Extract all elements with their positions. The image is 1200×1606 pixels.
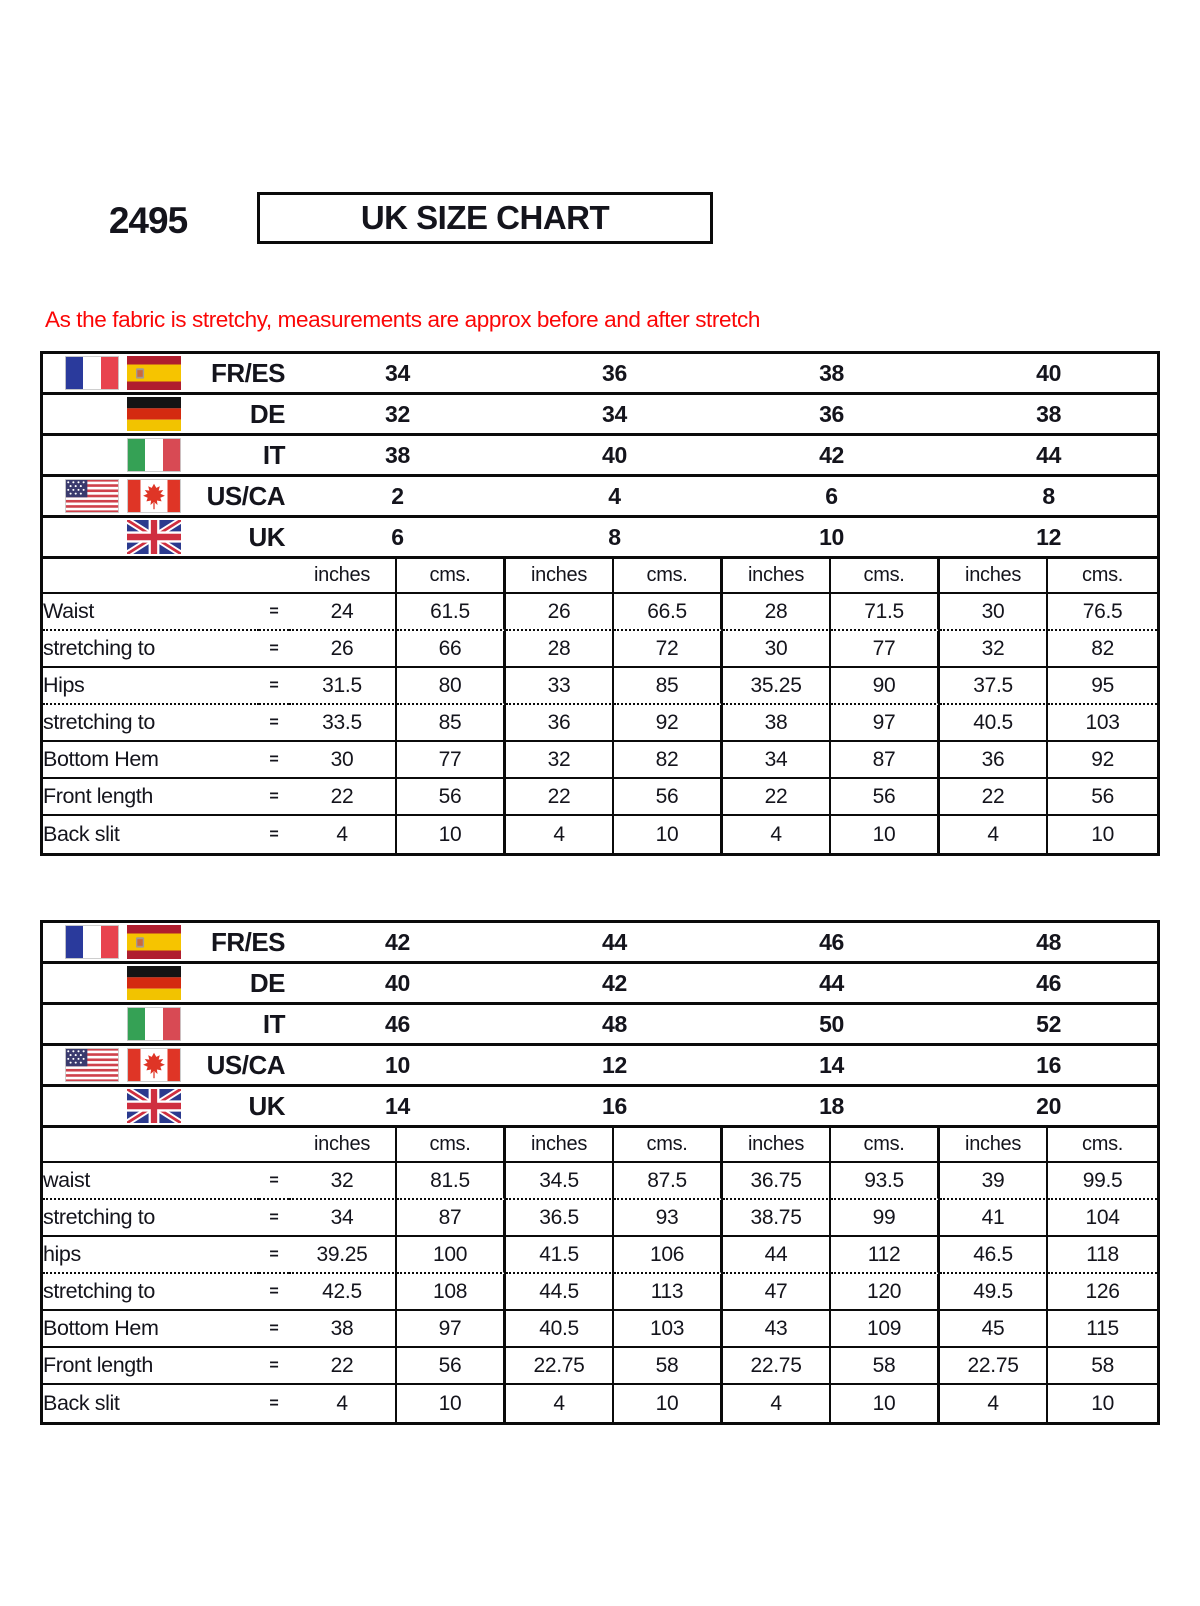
unit-header-inches: inches: [289, 1128, 397, 1163]
style-code: 2495: [108, 200, 188, 241]
size-row-us-ca: [43, 477, 1157, 518]
unit-header-cms: cms.: [614, 559, 723, 594]
measure-value-cell: 37.5: [940, 668, 1048, 705]
size-value-cell: 6: [289, 518, 506, 559]
measure-value-cell: 22: [940, 779, 1048, 816]
measure-value-cell: 45: [940, 1311, 1048, 1348]
units-empty-eq-cell: [259, 1128, 289, 1163]
size-value-cell: 48: [506, 1005, 723, 1046]
size-table-uk-sizes-14-20: [40, 920, 1160, 1425]
measure-value-cell: 10: [831, 1385, 940, 1422]
size-value-cell: 36: [506, 354, 723, 395]
measure-value-cell: 99.5: [1048, 1163, 1157, 1200]
spain-flag-icon: [127, 925, 181, 959]
measure-value-cell: 10: [397, 816, 506, 853]
equals-sign-cell: =: [259, 1237, 289, 1274]
measure-value-cell: 42.5: [289, 1274, 397, 1311]
measure-value-cell: 109: [831, 1311, 940, 1348]
measure-value-cell: 4: [723, 816, 831, 853]
equals-sign-cell: =: [269, 1394, 279, 1412]
measure-value-cell: 26: [289, 631, 397, 668]
measure-value-cell: 92: [1048, 742, 1157, 779]
size-value-cell: 44: [940, 436, 1157, 477]
flag-row: [43, 1048, 289, 1082]
size-value-cell: 14: [289, 1087, 506, 1128]
flag-row: [43, 966, 289, 1000]
size-value-cell: 50: [723, 1005, 940, 1046]
measure-label-cell: stretching to: [43, 631, 259, 668]
unit-header-cms: cms.: [831, 559, 940, 594]
size-value-cell: 42: [289, 923, 506, 964]
size-value-cell: 46: [940, 964, 1157, 1005]
measure-label-cell: stretching to: [43, 1274, 259, 1311]
region-label: IT: [262, 439, 286, 470]
measure-value-cell: 36.75: [723, 1163, 831, 1200]
equals-sign-cell: =: [269, 825, 279, 843]
measure-value-cell: 40.5: [506, 1311, 614, 1348]
measure-value-cell: 35.25: [723, 668, 831, 705]
equals-sign-cell: =: [259, 1274, 289, 1311]
size-value-cell: 18: [723, 1087, 940, 1128]
measure-value-cell: 32: [289, 1163, 397, 1200]
measure-value-cell: 81.5: [397, 1163, 506, 1200]
measure-value-cell: 22: [289, 779, 397, 816]
measure-value-cell: 58: [831, 1348, 940, 1385]
measure-value-cell: 44.5: [506, 1274, 614, 1311]
measure-label-cell: Front length: [43, 779, 259, 816]
region-label: FR/ES: [210, 926, 286, 957]
measure-value-cell: 31.5: [289, 668, 397, 705]
measure-value-cell: 22: [723, 779, 831, 816]
measure-row-stretching-to: [43, 705, 1157, 742]
measure-label-cell: Waist: [43, 594, 259, 631]
measure-value-cell: 22.75: [723, 1348, 831, 1385]
flag-row: [43, 397, 289, 431]
equals-sign-cell: =: [259, 742, 289, 779]
measure-value-cell: 28: [723, 594, 831, 631]
size-value-cell: 36: [723, 395, 940, 436]
measure-value-cell: 4: [940, 816, 1048, 853]
region-label: FR/ES: [210, 357, 286, 388]
measure-value-cell: 10: [1091, 822, 1114, 846]
stretch-note: As the fabric is stretchy, measurements are approx before and after stretch: [45, 306, 760, 332]
size-value-cell: 34: [289, 354, 506, 395]
size-row-uk: [43, 1087, 1157, 1128]
measure-value-cell: 61.5: [397, 594, 506, 631]
region-label-cell: [43, 477, 289, 518]
measure-label-cell: stretching to: [43, 705, 259, 742]
units-header-row: [43, 559, 1157, 594]
flag-row: [43, 1089, 289, 1123]
region-label-cell: [43, 518, 289, 559]
size-value-cell: 16: [506, 1087, 723, 1128]
measure-row-waist: [43, 1163, 1157, 1200]
units-empty-label-cell: [43, 559, 289, 594]
unit-header-cms: cms.: [1048, 559, 1157, 594]
measure-value-cell: 4: [940, 1385, 1048, 1422]
measure-row-bottom-hem: [43, 742, 1157, 779]
size-value-cell: 14: [723, 1046, 940, 1087]
measure-value-cell: 97: [831, 705, 940, 742]
unit-header-cms: cms.: [397, 559, 506, 594]
italy-flag-icon: [127, 1007, 181, 1041]
measure-value-cell: 22: [506, 779, 614, 816]
germany-flag-icon: [127, 397, 181, 431]
region-label: UK: [248, 521, 286, 552]
size-value-cell: 48: [940, 923, 1157, 964]
measure-value-cell: 24: [289, 594, 397, 631]
measure-value-cell: 58: [614, 1348, 723, 1385]
measure-value-cell: 76.5: [1048, 594, 1157, 631]
measure-value-cell: 104: [1048, 1200, 1157, 1237]
measure-value-cell: 85: [397, 705, 506, 742]
flag-row: [43, 479, 289, 513]
measure-value-cell: 80: [397, 668, 506, 705]
measure-value-cell: 46.5: [940, 1237, 1048, 1274]
measure-value-cell: 38: [723, 705, 831, 742]
units-header-row: [43, 1128, 1157, 1163]
measure-value-cell: 4: [506, 1385, 614, 1422]
size-value-cell: 20: [940, 1087, 1157, 1128]
region-label-cell: [43, 1005, 289, 1046]
measure-row-bottom-hem: [43, 1311, 1157, 1348]
size-value-cell: 34: [506, 395, 723, 436]
size-row-fr-es: [43, 923, 1157, 964]
size-table-body: [43, 923, 1157, 1422]
flag-row: [43, 520, 289, 554]
measure-row-front-length: [43, 779, 1157, 816]
equals-sign-cell: =: [259, 631, 289, 668]
measure-value-cell: 34: [289, 1200, 397, 1237]
measure-value-cell: 77: [831, 631, 940, 668]
size-table-body: [43, 354, 1157, 853]
measure-value-cell: 43: [723, 1311, 831, 1348]
measure-value-cell: 56: [614, 779, 723, 816]
flag-row: [43, 438, 289, 472]
measure-value-cell: 36: [506, 705, 614, 742]
measure-value-cell: 118: [1048, 1237, 1157, 1274]
equals-sign-cell: =: [259, 594, 289, 631]
measure-value-cell: 30: [289, 742, 397, 779]
measure-value-cell: 36.5: [506, 1200, 614, 1237]
size-value-cell: 44: [506, 923, 723, 964]
size-value-cell: 40: [289, 964, 506, 1005]
size-value-cell: 38: [723, 354, 940, 395]
measure-value-cell: 93: [614, 1200, 723, 1237]
measure-value-cell: 4: [289, 816, 397, 853]
usa-flag-icon: [65, 479, 119, 513]
measure-value-cell: 34.5: [506, 1163, 614, 1200]
equals-sign-cell: =: [259, 1348, 289, 1385]
measure-value-cell: 108: [397, 1274, 506, 1311]
size-row-fr-es: [43, 354, 1157, 395]
measure-value-cell: 47: [723, 1274, 831, 1311]
measure-value-cell: 93.5: [831, 1163, 940, 1200]
equals-sign-cell: =: [259, 1163, 289, 1200]
measure-value-cell: 112: [831, 1237, 940, 1274]
flag-spacer: [65, 438, 119, 472]
flag-spacer: [65, 520, 119, 554]
size-value-cell: 8: [940, 477, 1157, 518]
measure-row-back-slit: [43, 1385, 1157, 1422]
measure-row-stretching-to: [43, 1274, 1157, 1311]
region-label-cell: [43, 395, 289, 436]
measure-label-cell: stretching to: [43, 1200, 259, 1237]
unit-header-inches: inches: [723, 559, 831, 594]
unit-header-inches: inches: [723, 1128, 831, 1163]
measure-value-cell: 82: [1048, 631, 1157, 668]
italy-flag-icon: [127, 438, 181, 472]
size-value-cell: 8: [506, 518, 723, 559]
size-value-cell: 2: [289, 477, 506, 518]
measure-row-hips: [43, 1237, 1157, 1274]
measure-label-cell: Hips: [43, 668, 259, 705]
unit-header-inches: inches: [940, 1128, 1048, 1163]
measure-value-cell: 56: [397, 1348, 506, 1385]
measure-label-cell: Back slit: [43, 1391, 120, 1415]
measure-label-cell: Back slit: [43, 822, 120, 846]
measure-value-cell: 22: [289, 1348, 397, 1385]
unit-header-inches: inches: [506, 559, 614, 594]
equals-sign-cell: =: [259, 705, 289, 742]
measure-value-cell: 92: [614, 705, 723, 742]
measure-row-hips: [43, 668, 1157, 705]
size-value-cell: 6: [723, 477, 940, 518]
measure-value-cell: 72: [614, 631, 723, 668]
measure-label-cell: Bottom Hem: [43, 742, 259, 779]
measure-value-cell: 22.75: [506, 1348, 614, 1385]
size-value-cell: 32: [289, 395, 506, 436]
france-flag-icon: [65, 356, 119, 390]
measure-value-cell: 41.5: [506, 1237, 614, 1274]
size-value-cell: 12: [506, 1046, 723, 1087]
measure-value-cell: 38: [289, 1311, 397, 1348]
flag-spacer: [65, 1007, 119, 1041]
measure-value-cell: 126: [1048, 1274, 1157, 1311]
unit-header-cms: cms.: [397, 1128, 506, 1163]
measure-value-cell: 36: [940, 742, 1048, 779]
measure-value-cell: 56: [1048, 779, 1157, 816]
measure-value-cell: 10: [614, 816, 723, 853]
measure-row-waist: [43, 594, 1157, 631]
size-value-cell: 38: [940, 395, 1157, 436]
region-label-cell: [43, 964, 289, 1005]
measure-row-stretching-to: [43, 631, 1157, 668]
measure-value-cell: 49.5: [940, 1274, 1048, 1311]
region-label-cell: [43, 354, 289, 395]
flag-spacer: [65, 1089, 119, 1123]
measure-value-cell: 103: [1048, 705, 1157, 742]
unit-header-inches: inches: [289, 559, 397, 594]
flag-spacer: [65, 397, 119, 431]
region-label-cell: [43, 1046, 289, 1087]
measure-row-stretching-to: [43, 1200, 1157, 1237]
measure-value-cell: 39: [940, 1163, 1048, 1200]
measure-value-cell: 40.5: [940, 705, 1048, 742]
size-value-cell: 10: [289, 1046, 506, 1087]
equals-sign-cell: =: [259, 668, 289, 705]
measure-label-cell: hips: [43, 1237, 259, 1274]
measure-value-cell: 77: [397, 742, 506, 779]
measure-value-cell: 99: [831, 1200, 940, 1237]
size-row-de: [43, 395, 1157, 436]
measure-value-cell: 4: [506, 816, 614, 853]
size-value-cell: 44: [723, 964, 940, 1005]
unit-header-inches: inches: [506, 1128, 614, 1163]
flag-row: [43, 925, 289, 959]
measure-value-cell: 10: [831, 816, 940, 853]
region-label: DE: [249, 398, 286, 429]
measure-value-cell: 32: [506, 742, 614, 779]
size-value-cell: 40: [506, 436, 723, 477]
size-value-cell: 4: [506, 477, 723, 518]
measure-value-cell: 33.5: [289, 705, 397, 742]
measure-value-cell: 113: [614, 1274, 723, 1311]
size-value-cell: 38: [289, 436, 506, 477]
measure-value-cell: 58: [1048, 1348, 1157, 1385]
units-empty-label-cell: [43, 1128, 259, 1163]
measure-value-cell: 66.5: [614, 594, 723, 631]
measure-value-cell: 56: [831, 779, 940, 816]
size-row-it: [43, 436, 1157, 477]
unit-header-cms: cms.: [1048, 1128, 1157, 1163]
equals-sign-cell: =: [259, 1200, 289, 1237]
measure-value-cell: 66: [397, 631, 506, 668]
measure-label-cell: Front length: [43, 1348, 259, 1385]
measure-value-cell: 115: [1048, 1311, 1157, 1348]
size-row-it: [43, 1005, 1157, 1046]
region-label: US/CA: [206, 1049, 286, 1080]
uk-flag-icon: [127, 520, 181, 554]
measure-value-cell: 10: [1091, 1391, 1114, 1415]
equals-sign-cell: =: [259, 1311, 289, 1348]
measure-value-cell: 90: [831, 668, 940, 705]
spain-flag-icon: [127, 356, 181, 390]
usa-flag-icon: [65, 1048, 119, 1082]
measure-value-cell: 87.5: [614, 1163, 723, 1200]
region-label: DE: [249, 967, 286, 998]
measure-value-cell: 44: [723, 1237, 831, 1274]
measure-value-cell: 38.75: [723, 1200, 831, 1237]
measure-label-cell: waist: [43, 1163, 259, 1200]
size-value-cell: 52: [940, 1005, 1157, 1046]
measure-row-back-slit: [43, 816, 1157, 853]
measure-value-cell: 106: [614, 1237, 723, 1274]
size-value-cell: 46: [289, 1005, 506, 1046]
size-value-cell: 16: [940, 1046, 1157, 1087]
canada-flag-icon: [127, 1048, 181, 1082]
flag-spacer: [65, 966, 119, 1000]
flag-row: [43, 1007, 289, 1041]
size-value-cell: 12: [940, 518, 1157, 559]
measure-value-cell: 4: [289, 1385, 397, 1422]
measure-value-cell: 39.25: [289, 1237, 397, 1274]
size-row-uk: [43, 518, 1157, 559]
unit-header-cms: cms.: [614, 1128, 723, 1163]
size-value-cell: 40: [940, 354, 1157, 395]
region-label: IT: [262, 1008, 286, 1039]
region-label: UK: [248, 1090, 286, 1121]
measure-value-cell: 97: [397, 1311, 506, 1348]
france-flag-icon: [65, 925, 119, 959]
flag-row: [43, 356, 289, 390]
region-label-cell: [43, 436, 289, 477]
measure-row-front-length: [43, 1348, 1157, 1385]
measure-value-cell: 82: [614, 742, 723, 779]
measure-value-cell: 10: [614, 1385, 723, 1422]
measure-value-cell: 103: [614, 1311, 723, 1348]
measure-value-cell: 30: [940, 594, 1048, 631]
region-label-cell: [43, 923, 289, 964]
measure-value-cell: 33: [506, 668, 614, 705]
unit-header-inches: inches: [940, 559, 1048, 594]
measure-value-cell: 10: [397, 1385, 506, 1422]
canada-flag-icon: [127, 479, 181, 513]
size-row-us-ca: [43, 1046, 1157, 1087]
measure-value-cell: 120: [831, 1274, 940, 1311]
title-box: [257, 192, 713, 244]
measure-label-cell: Bottom Hem: [43, 1311, 259, 1348]
measure-value-cell: 71.5: [831, 594, 940, 631]
unit-header-cms: cms.: [831, 1128, 940, 1163]
size-table-uk-sizes-6-12: [40, 351, 1160, 856]
measure-value-cell: 85: [614, 668, 723, 705]
page-title: UK SIZE CHART: [360, 199, 610, 236]
size-row-de: [43, 964, 1157, 1005]
measure-value-cell: 22.75: [940, 1348, 1048, 1385]
region-label-cell: [43, 1087, 289, 1128]
measure-value-cell: 95: [1048, 668, 1157, 705]
measure-value-cell: 26: [506, 594, 614, 631]
measure-value-cell: 30: [723, 631, 831, 668]
measure-value-cell: 32: [940, 631, 1048, 668]
measure-value-cell: 28: [506, 631, 614, 668]
size-value-cell: 46: [723, 923, 940, 964]
germany-flag-icon: [127, 966, 181, 1000]
measure-value-cell: 56: [397, 779, 506, 816]
region-label: US/CA: [206, 480, 286, 511]
measure-value-cell: 87: [397, 1200, 506, 1237]
size-value-cell: 42: [506, 964, 723, 1005]
measure-value-cell: 4: [723, 1385, 831, 1422]
uk-flag-icon: [127, 1089, 181, 1123]
size-value-cell: 42: [723, 436, 940, 477]
size-value-cell: 10: [723, 518, 940, 559]
equals-sign-cell: =: [259, 779, 289, 816]
measure-value-cell: 100: [397, 1237, 506, 1274]
measure-value-cell: 87: [831, 742, 940, 779]
measure-value-cell: 41: [940, 1200, 1048, 1237]
measure-value-cell: 34: [723, 742, 831, 779]
